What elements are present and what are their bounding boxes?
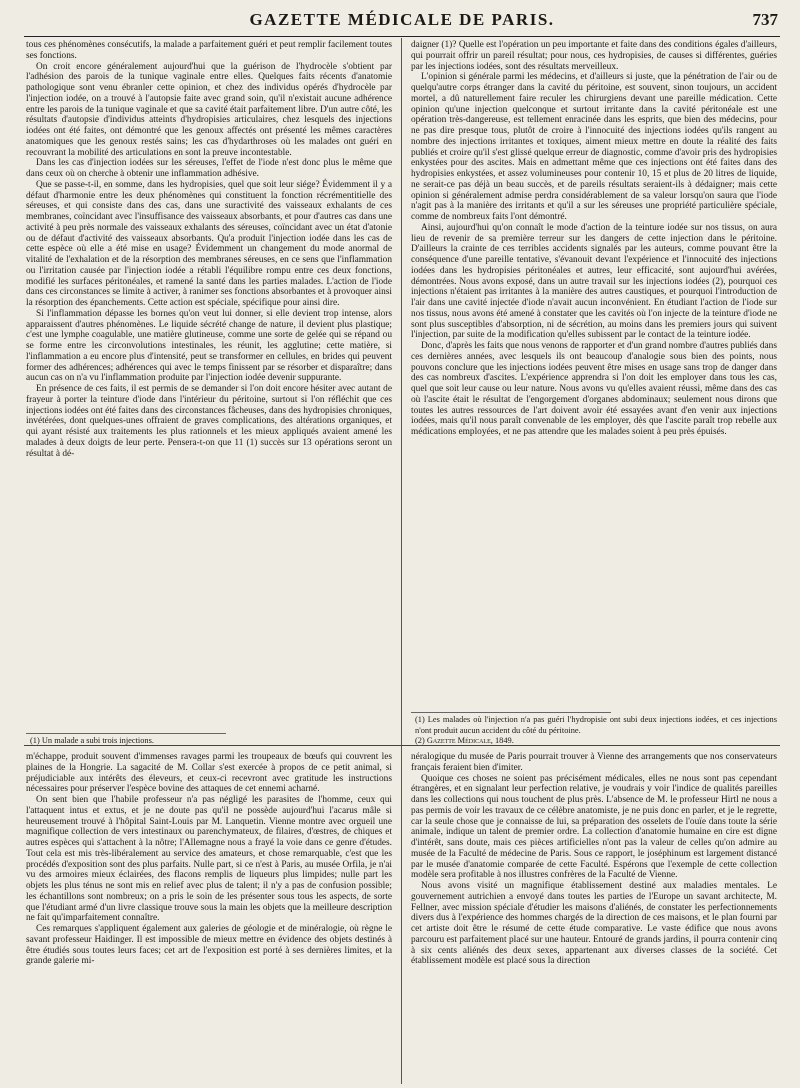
paragraph: Quoique ces choses ne soient pas précisément médicales, elles ne nous sont pas cependant étrangères, et en signalant leur perfection relative, je voudrais y voir l'indice de qualités pareilles dans les collections qui nous touchent de plus près. L'absence de M. le professeur Hirtl ne nous a pas permis de voir les travaux de ce célèbre anatomiste, je ne puis donc en parler, et je le regrette, car la seule chose que je connaisse de lui, sa préparation des osselets de l'ouïe dans toute la série animale, indique un talent de premier ordre. La collection d'anatomie humaine en cire est digne d'intérêt, sans doute, mais ces pièces artificielles n'ont pas la valeur de celles qu'on admire au musée de la Faculté de médecine de Paris. Sous ce rapport, le joséphinum est largement distancé par le musée d'anatomie comparée de cette Faculté. Espérons que l'exemple de cette collection modèle sera profitable à nos illustres confrères de la Faculté de Vienne. <box>411 773 777 881</box>
paragraph: néralogique du musée de Paris pourrait trouver à Vienne des arrangements que nos conservateurs français feraient bien d'imiter. <box>411 752 777 773</box>
paragraph: En présence de ces faits, il est permis de se demander si l'on doit encore hésiter avec autant de frayeur à porter la teinture d'iode dans l'intérieur du péritoine, surtout si l'on réfléchit que ces injections iodées ont été faites dans des circonstances fâcheuses, dans des hydropisies chroniques, invétérées, dont quelques-unes offraient de graves complications, des altérations organiques, et qui ayant résisté aux traitements les plus rationnels et les mieux appliqués avaient amené les malades à deux doigts de leur perte. Pensera-t-on que 11 (1) succès sur 13 opérations seront un résultat à dé- <box>26 384 392 459</box>
lower-left-column <box>26 752 392 1082</box>
journal-title: GAZETTE MÉDICALE DE PARIS. <box>249 10 555 29</box>
paragraph: Que se passe-t-il, en somme, dans les hydropisies, quel que soit leur siége? Évidemment il y a défaut d'harmonie entre les deux phénomènes qui constituent la fonction récrémentitielle des séreuses, et qui consiste dans des cas, dans une suractivité des vaisseaux exhalants de ces membranes, coïncidant avec l'insuffisance des vaisseaux absorbants, et pour d'autres cas dans une activité à peu près normale des vaisseaux exhalants des séreuses, coïncidant avec un état d'atonie ou de défaut d'activité des vaisseaux absorbants. Qu'a produit l'injection iodée dans les cas de cette espèce où elle a été mise en usage? Évidemment un changement du mode anormal de vitalité de l'exhalation et de la résorption des membranes séreuses, en ce sens que l'inflammation ou l'irritation causée par l'injection iodée a rétabli l'équilibre rompu entre ces deux fonctions, modifié les surfaces péritonéales, et ramené la santé dans les parties malades. L'action de l'iode dans ces circonstances se limite à activer, à ranimer ses fonctions absorbantes et à provoquer ainsi la résorption des épanchements. Cette action est spéciale, spécifique pour ainsi dire. <box>26 179 392 308</box>
paragraph: On croit encore généralement aujourd'hui que la guérison de l'hydrocèle s'obtient par l'adhésion des parois de la tunique vaginale entre elles. Quelques faits récents d'anatomie pathologique sont venu ébranler cette opinion, et chez des individus opérés d'hydrocèle par l'injection iodée, on a trouvé à l'autopsie faite avec grand soin, qu'il n'existait aucune adhérence entre les parois de la tunique vaginale et que sa cavité était parfaitement libre. D'un autre côté, les résultats d'autopsie d'individus atteints d'hydropisies articulaires, chez lesquels des injections iodées ont été faites, ont démontré que les genoux affectés ont présenté les mêmes caractères anatomiques que les genoux restés sains; les cas d'hydarthroses où les malades ont guéri en recouvrant la mobilité des articulations en sont la preuve incontestable. <box>26 61 392 158</box>
paragraph: On sent bien que l'habile professeur n'a pas négligé les parasites de l'homme, ceux qui l'attaquent intus et extus, et je ne doute pas qu'il ne possède aujourd'hui l'acarus mâle si heureusement trouvé à l'hôpital Saint-Louis par M. Lanquetin. Vienne montre avec orgueil une magnifique collection de vers intestinaux ou parenchymateux, de filaires, d'œstres, de chiques et autres espèces qui s'attachent à la nôtre; l'Allemagne nous a frayé la voie dans ce genre d'études. Tout cela est mis très-libéralement au service des amateurs, et chose remarquable, c'est que les procédés d'exposition sont des plus parfaits. Nulle part, si ce n'est à Paris, au musée Orfila, je n'ai vu des armoires mieux éclairées, des flacons remplis de liqueurs plus limpides; nulle part les objets les plus ténus ne sont mis en relief avec plus de talent; il n'y a pas de confusion possible; les échantillons sont nombreux; on a pris le soin de les présenter sous tous les aspects, de sorte que l'étudiant armé d'un livre classique trouve sous la main les objets que la meilleure description ne fait qu'imparfaitement connaître. <box>26 795 392 924</box>
column-divider-upper <box>401 38 402 756</box>
paragraph: Ainsi, aujourd'hui qu'on connaît le mode d'action de la teinture iodée sur nos tissus, on aura lieu de revenir de sa première terreur sur les dangers de cette injection dans le péritoine. D'ailleurs la crainte de ces terribles accidents signalés par les auteurs, comme pouvant être la conséquence d'une pareille tentative, s'évanouit devant l'expérience et l'innocuité des injections iodées dans les hydropisies péritonéales et autres, leur efficacité, sont aujourd'hui avérées, démontrées. Nous avons exposé, dans un autre travail sur les injections iodées (2), pourquoi ces injections n'étaient pas irritantes à la manière des autres caustiques, et pourquoi l'introduction de l'air dans une cavité injectée d'iode n'avait aucun inconvénient. En étudiant l'action de l'iode sur nos tissus, nous avons été amené à constater que les cavités où l'on injecte de la teinture d'iode ne sont plus susceptibles d'absorption, ni de sécrétion, au moins dans les premiers jours qui suivent l'injection, par suite de la modification qu'elles subissent par le contact de la teinture iodée. <box>411 222 777 341</box>
upper-right-column <box>411 40 777 708</box>
footnote-rule-left <box>26 733 226 734</box>
column-divider-lower <box>401 748 402 1084</box>
page-number: 737 <box>752 10 778 29</box>
paragraph: Ces remarques s'appliquent également aux galeries de géologie et de minéralogie, où règne le savant professeur Haidinger. Il est impossible de mieux mettre en évidence des objets destinés à être étudiés sous toutes leurs faces; cet art de l'exposition est porté à ses dernières limites, et la grande galerie mi- <box>26 924 392 967</box>
footnote-right-2 <box>415 736 777 747</box>
journal-reference: Gazette Médicale <box>426 736 491 745</box>
page-header <box>24 10 780 37</box>
paragraph: Si l'inflammation dépasse les bornes qu'on veut lui donner, si elle devient trop intense, alors apparaissent d'autres phénomènes. Le liquide sécrété change de nature, il devient plus plastique; c'est une lymphe coagulable, une matière glutineuse, comme une sorte de gelée qui se répand ou se forme entre les circonvolutions intestinales, les réunit, les agglutine; cette matière, si l'inflammation a eu encore plus d'intensité, peut se transformer en cellules, en brides qui peuvent former des adhérences; adhérences qui avec le temps finissent par se résorber et disparaître; dans aucun cas on n'a vu l'inflammation produite par l'injection iodée devenir suppurante. <box>26 308 392 384</box>
footnote-left: (1) Un malade a subi trois injections. <box>30 736 154 745</box>
upper-left-column <box>26 40 392 712</box>
footnote-rule-right <box>411 712 611 713</box>
paragraph: tous ces phénomènes consécutifs, la malade a parfaitement guéri et peut remplir facilement toutes ses fonctions. <box>26 40 392 61</box>
footnote-year: , 1849. <box>490 736 514 745</box>
paragraph: Donc, d'après les faits que nous venons de rapporter et d'un grand nombre d'autres publiés dans ces dernières années, avec lesquels ils ont beaucoup d'analogie sous bien des points, nous pouvons conclure que les injections iodées peuvent être mises en usage sans trop de danger dans des cas nombreux d'ascites. L'expérience apprendra si l'on doit les employer dans tous les cas, quel que soit leur cause ou leur nature. Nous avons vu qu'elles avaient réussi, même dans des cas où l'ascite était le résultat de l'engorgement d'organes abdominaux; seulement nous dirons que toutes les autres ressources de l'art doivent avoir été essayées avant d'en venir aux injections iodées, mais qu'il nous paraît convenable de les employer, dès que l'ascite paraît trop rebelle aux médications employées, et ne pas attendre que les malades soient à peu près épuisés. <box>411 341 777 437</box>
paragraph: daigner (1)? Quelle est l'opération un peu importante et faite dans des conditions égales d'ailleurs, qui pourrait offrir un pareil résultat; pour nous, ces hydropisies, de causes si différentes, guéries par les injections iodées, sont des résultats merveilleux. <box>411 40 777 72</box>
paragraph: m'échappe, produit souvent d'immenses ravages parmi les troupeaux de bœufs qui couvrent les plaines de la Hongrie. La sagacité de M. Collar s'est exercée à propos de ce petit animal, si préjudiciable aux intérêts des éleveurs, et ceux-ci recevront avec gratitude les instructions nécessaires pour préserver l'espèce bovine des attaques de cet ennemi acharné. <box>26 752 392 795</box>
footnote-right-1: (1) Les malades où l'injection n'a pas guéri l'hydropisie ont subi deux injections iodées, et ces injections n'ont produit aucun accident du côté du péritoine. <box>415 715 777 735</box>
lower-right-column <box>411 752 777 1082</box>
paragraph: L'opinion si générale parmi les médecins, et d'ailleurs si juste, que la pénétration de l'air ou de quelqu'autre corps étranger dans la cavité du péritoine, est souvent, sinon toujours, un accident mortel, a dû naturellement faire reculer les chirurgiens devant une pareille médication. Cette opinion qu'une injection quelconque et surtout irritante dans la cavité péritonéale est une opération très-dangereuse, est tellement enracinée dans les esprits, que bien des médecins, pour ne pas dire presque tous, plutôt de croire à l'innocuité des injections iodées qu'ils rangent au nombre des injections irritantes et toxiques, aiment mieux mettre en doute la réalité des faits publiés et croire qu'il s'est glissé quelque erreur de diagnostic, comme d'avoir pris des hydropisies enkystées pour des ascites. Mais en admettant même que ces injections ont été faites dans des hydropisies enkystées, et assez volumineuses pour contenir 10, 15 et plus de 20 litres de liquide, ne serait-ce pas déjà un beau succès, et de pareils résultats seraient-ils à dédaigner; mais cette opinion si généralement admise perdra considérablement de sa valeur lorsqu'on saura que l'iode n'agit pas à la manière des irritants et qu'il a sur les séreuses une propriété particulière spéciale, comme de nombreux faits l'ont démontré. <box>411 72 777 222</box>
paragraph: Dans les cas d'injection iodées sur les séreuses, l'effet de l'iode n'est donc plus le même que dans ceux où on cherche à obtenir une inflammation adhésive. <box>26 158 392 179</box>
footnote-number: (2) <box>415 736 427 745</box>
paragraph: Nous avons visité un magnifique établissement destiné aux maladies mentales. Le gouvernement autrichien a envoyé dans toutes les parties de l'Europe un savant architecte, M. Fellner, avec mission spéciale d'étudier les maisons d'aliénés, de constater les perfectionnements divers dus à l'expérience des hommes chargés de la direction de ces maisons, et le plan fourni par cet artiste doit être le résumé de cette étude comparative. Le vaste édifice que nous avons parcouru est parfaitement placé sur une hauteur. Entouré de grands jardins, il pourra contenir cinq à six cents aliénés des deux sexes, appartenant aux diverses classes de la société. Cet établissement modèle est placé sous la direction <box>411 881 777 967</box>
